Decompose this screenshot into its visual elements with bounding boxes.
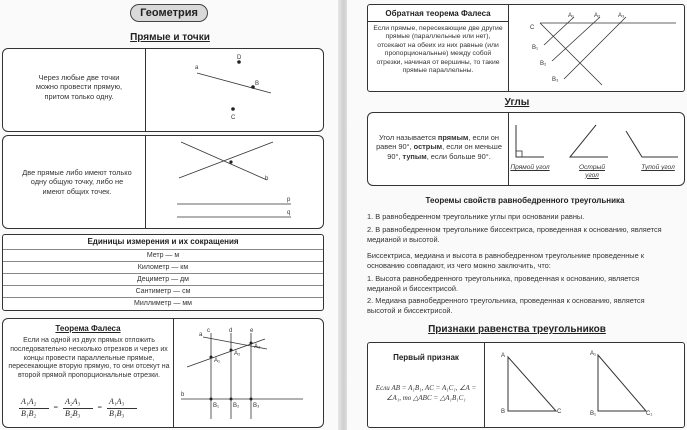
label-a3: A₃: [618, 13, 625, 19]
label-b3: B₃: [552, 77, 559, 83]
isosceles-p1: 1. В равнобедренном треугольнике углы при основании равны.: [367, 212, 585, 221]
units-row: Метр — м: [3, 249, 323, 262]
congruent-triangles-diagram: [484, 343, 684, 427]
label-c: C: [557, 409, 562, 415]
thales-formula: A₁A₂ B₁B₂ = A₂A₃ B₂B₃ = A₁A₃ B₁B₃: [11, 397, 171, 421]
angles-text-part: , если он равен 90°,: [376, 133, 499, 152]
frac-num-3: A₁A₃: [109, 397, 125, 406]
angles-term-right: прямым: [437, 133, 469, 142]
converse-title: Обратная теорема Фалеса: [385, 9, 491, 18]
isosceles-p2: 2. В равнобедренном треугольнике биссектриса, проведенная к основанию, является медианой и высотой.: [367, 225, 662, 244]
isosceles-p4: 1. Высота равнобедренного треугольника, проведенная к основанию, является медианой и биссектрисой.: [367, 274, 640, 293]
frac-den-2: B₂B₃: [65, 409, 81, 418]
line-through-points-diagram: [145, 49, 325, 131]
thales-title: Теорема Фалеса: [55, 324, 121, 333]
angles-text: [376, 133, 502, 161]
frac-den-1: B₁B₂: [21, 409, 37, 418]
label-e: e: [250, 328, 254, 334]
units-row: Километр — км: [3, 261, 323, 274]
label-d: D: [237, 55, 242, 61]
label-a: A: [501, 353, 506, 359]
angles-text-part: , если он меньше 90°,: [387, 142, 502, 161]
units-row: Миллиметр — мм: [3, 297, 323, 310]
thales-diagram: [173, 319, 323, 427]
chapter-header: Геометрия: [130, 4, 208, 22]
label-b: B: [255, 81, 260, 87]
box-angles: [367, 112, 685, 186]
angle-label-right: Прямой угол: [510, 164, 550, 171]
label-a: a: [199, 332, 203, 338]
label-b1: B₁: [590, 411, 597, 417]
label-b3: B₃: [253, 403, 260, 409]
converse-text: Если прямые, пересекающие две другие прямые (параллельные или нет), отсекают на обеих из них равные (или пропорциональные) между собой отрезки, начиная от вершины, то такие прямые параллельны.: [373, 25, 503, 75]
label-q: q: [287, 210, 291, 216]
label-b2: B₂: [540, 61, 547, 67]
box-two-points: [2, 48, 324, 132]
angles-term-acute: острым: [413, 142, 443, 152]
label-a1: A₁: [568, 13, 575, 19]
angle-label-acute: Острый угол: [578, 164, 606, 179]
angles-text-part: Угол называется: [379, 133, 438, 142]
label-b: B: [501, 409, 506, 415]
box-two-lines-text: Две прямые либо имеют только одну общую точку, либо не имеют общих точек.: [22, 168, 132, 196]
label-c: c: [207, 328, 210, 334]
intersecting-lines-diagram: [145, 136, 325, 228]
label-b1: B₁: [532, 45, 539, 51]
converse-thales-diagram: [508, 5, 684, 91]
label-c1: C₁: [646, 411, 653, 417]
isosceles-p5: 2. Медиана равнобедренного треугольника, проведенная к основанию, является высотой и биссектрисой.: [367, 296, 645, 315]
frac-num-1: A₁A₂: [21, 397, 37, 406]
label-b2: b: [265, 176, 269, 182]
label-c: C: [530, 25, 535, 31]
label-a3: A₃: [254, 344, 261, 350]
right-page: [347, 0, 687, 430]
label-a1: A₁: [590, 351, 597, 357]
units-row: Сантиметр — см: [3, 285, 323, 298]
thales-text: Если на одной из двух прямых отложить последовательно несколько отрезков и через их концы провести параллельные прямые, пересекающие вторую прямую, то они отсекут на второй прямой пропорциональные отрезки.: [8, 337, 170, 380]
label-a2: A₂: [234, 351, 241, 357]
frac-den-3: B₁B₃: [109, 409, 125, 418]
criterion-title: Первый признак: [393, 353, 459, 362]
label-a1: A₁: [214, 358, 221, 364]
section-title-angles: Углы: [504, 97, 530, 108]
box-first-criterion: [367, 342, 685, 428]
frac-num-2: A₂A₃: [65, 397, 81, 406]
units-title: Единицы измерения и их сокращения: [87, 237, 239, 246]
units-table: [2, 234, 324, 311]
box-thales: [2, 318, 324, 428]
isosceles-title: Теоремы свойств равнобедренного треугольника: [425, 196, 625, 205]
label-b: b: [181, 392, 185, 398]
label-p: p: [287, 197, 291, 203]
label-a: a: [195, 65, 199, 71]
label-c: C: [231, 115, 236, 121]
box-two-points-text: Через любые две точки можно провести прямую, притом только одну.: [35, 73, 123, 101]
label-b2: B₂: [233, 403, 240, 409]
label-a2: A₂: [594, 13, 601, 19]
section-title-lines-points: Прямые и точки: [130, 32, 210, 43]
angle-label-obtuse: Тупой угол: [641, 164, 675, 171]
label-b1: B₁: [213, 403, 220, 409]
angles-term-obtuse: тупым: [402, 151, 427, 161]
angles-text-part: , если больше 90°.: [426, 151, 491, 161]
units-row: Дециметр — дм: [3, 273, 323, 286]
label-d: d: [229, 328, 233, 334]
criterion-formula: Если AB = A₁B₁, AC = A₁C₁, ∠A = ∠A₁, то △ABC = △A₁B₁C₁: [375, 384, 477, 402]
section-title-equality: Признаки равенства треугольников: [428, 324, 606, 335]
box-two-lines: [2, 135, 324, 229]
isosceles-p3: Биссектриса, медиана и высота в равнобедренном треугольнике проведенные к основанию совпадают, из чего можно заключить, что:: [367, 251, 644, 270]
left-page: [0, 0, 340, 430]
box-converse-thales: [367, 4, 685, 92]
